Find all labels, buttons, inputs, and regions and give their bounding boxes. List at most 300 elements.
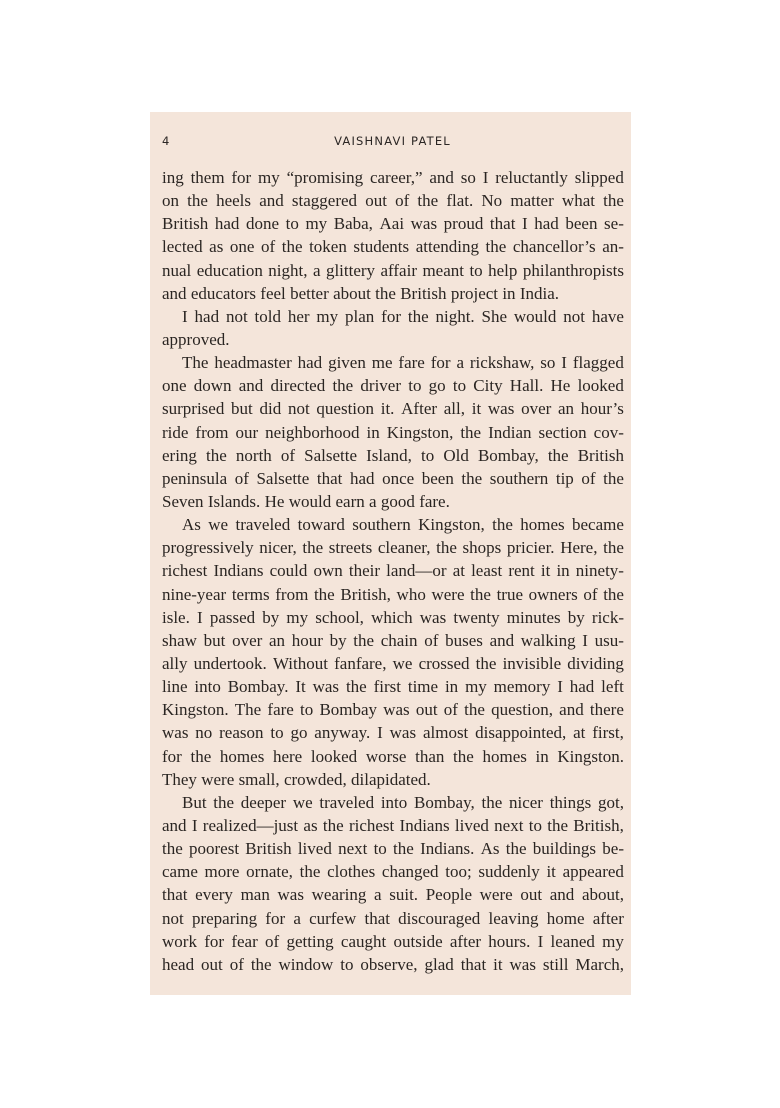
word: traveled bbox=[235, 515, 291, 535]
word: No bbox=[481, 191, 503, 211]
word: suddenly bbox=[478, 862, 540, 882]
word: shops bbox=[462, 538, 502, 558]
text-line bbox=[162, 629, 624, 652]
word: over bbox=[521, 399, 552, 419]
word: all, bbox=[443, 399, 465, 419]
word: was bbox=[383, 700, 410, 720]
word: pricier. bbox=[506, 538, 555, 558]
word: Kingston. bbox=[162, 700, 229, 720]
word: feel bbox=[260, 283, 286, 303]
word: into bbox=[380, 792, 408, 812]
word: to bbox=[340, 954, 354, 974]
word: dividing bbox=[567, 653, 624, 673]
word: that bbox=[489, 214, 516, 234]
word: hours. bbox=[488, 931, 531, 951]
word: a bbox=[293, 908, 301, 928]
word: of bbox=[261, 237, 276, 257]
word: after bbox=[449, 931, 482, 951]
word: driver bbox=[360, 376, 402, 396]
text-line bbox=[162, 837, 624, 860]
word: attending bbox=[415, 237, 479, 257]
word: of bbox=[280, 445, 296, 465]
word: go bbox=[290, 723, 308, 743]
word: to bbox=[300, 700, 314, 720]
word: Here, bbox=[560, 538, 598, 558]
word: changed bbox=[381, 862, 439, 882]
word: an bbox=[268, 630, 286, 650]
word: homes bbox=[482, 746, 527, 766]
word: They bbox=[162, 769, 197, 789]
word: had bbox=[297, 353, 323, 373]
word: Aai bbox=[379, 214, 405, 234]
word: section bbox=[538, 422, 587, 442]
word: realized—just bbox=[202, 815, 299, 835]
word: The bbox=[182, 353, 209, 373]
word: an- bbox=[602, 237, 624, 257]
word: headmaster bbox=[214, 353, 292, 373]
word: not bbox=[287, 399, 310, 419]
word: my bbox=[305, 214, 328, 234]
word: tip bbox=[555, 468, 574, 488]
word: and bbox=[489, 630, 515, 650]
word: southern bbox=[489, 468, 549, 488]
word: we bbox=[392, 653, 413, 673]
word: invisible bbox=[502, 653, 562, 673]
word: been bbox=[565, 214, 598, 234]
word: suit. bbox=[389, 885, 419, 905]
word: of bbox=[229, 954, 244, 974]
word: crowded, bbox=[283, 769, 347, 789]
word: the bbox=[505, 839, 527, 859]
word: did bbox=[259, 399, 282, 419]
word: Without bbox=[272, 653, 328, 673]
book-page bbox=[150, 112, 631, 995]
word: became bbox=[572, 515, 624, 535]
word: minutes bbox=[506, 607, 561, 627]
word: glad bbox=[424, 954, 454, 974]
word: and bbox=[429, 168, 454, 187]
word: next bbox=[338, 839, 368, 859]
word: out bbox=[520, 885, 543, 905]
word: terms bbox=[231, 584, 270, 604]
word: British bbox=[245, 839, 292, 859]
word: that bbox=[316, 468, 343, 488]
word: once bbox=[382, 468, 415, 488]
word: could bbox=[269, 561, 308, 581]
word: India. bbox=[519, 283, 560, 303]
word: March, bbox=[575, 954, 624, 974]
word: least bbox=[471, 561, 503, 581]
word: rent bbox=[508, 561, 535, 581]
word: my bbox=[316, 306, 339, 326]
word: been bbox=[421, 468, 454, 488]
word: of bbox=[234, 468, 249, 488]
word: project bbox=[450, 283, 499, 303]
word: an bbox=[558, 399, 575, 419]
word: British bbox=[162, 214, 209, 234]
word: anyway. bbox=[314, 723, 371, 743]
word: token bbox=[309, 237, 347, 257]
word: the bbox=[213, 792, 235, 812]
word: leaving bbox=[488, 908, 539, 928]
word: and bbox=[259, 191, 284, 211]
word: night, bbox=[268, 260, 308, 280]
word: man bbox=[240, 885, 270, 905]
word: students bbox=[353, 237, 410, 257]
word: the bbox=[485, 237, 507, 257]
word: matter bbox=[510, 191, 554, 211]
word: to bbox=[285, 214, 299, 234]
word: crossed bbox=[418, 653, 470, 673]
text-line bbox=[162, 606, 624, 629]
word: ninety- bbox=[575, 561, 624, 581]
word: nual bbox=[162, 260, 192, 280]
word: Bombay, bbox=[477, 445, 539, 465]
word: for bbox=[430, 353, 451, 373]
word: not bbox=[563, 306, 585, 326]
word: true bbox=[496, 584, 523, 604]
word: it bbox=[471, 399, 482, 419]
word: who bbox=[396, 584, 426, 604]
word: the bbox=[353, 630, 375, 650]
word: the bbox=[603, 538, 624, 558]
word: had bbox=[214, 214, 240, 234]
word: the bbox=[481, 792, 503, 812]
word: I bbox=[182, 306, 188, 326]
word: He bbox=[550, 376, 571, 396]
word: British bbox=[400, 283, 447, 303]
text-line bbox=[162, 721, 624, 744]
word: was bbox=[487, 399, 515, 419]
word: out bbox=[415, 700, 438, 720]
word: the bbox=[603, 584, 624, 604]
word: buildings bbox=[532, 839, 597, 859]
word: I bbox=[561, 353, 567, 373]
word: of bbox=[395, 191, 410, 211]
word: flat. bbox=[446, 191, 474, 211]
word: The bbox=[234, 700, 262, 720]
word: looked bbox=[310, 746, 358, 766]
text-line bbox=[162, 675, 624, 698]
word: disappointed, bbox=[475, 723, 567, 743]
word: as bbox=[303, 815, 318, 835]
word: for bbox=[162, 746, 182, 766]
word: Island, bbox=[366, 445, 412, 465]
text-line bbox=[162, 282, 624, 305]
word: home bbox=[546, 908, 585, 928]
word: glittery bbox=[325, 260, 376, 280]
word: As bbox=[182, 515, 201, 535]
word: educators bbox=[190, 283, 256, 303]
word: which bbox=[371, 607, 413, 627]
text-line bbox=[162, 189, 624, 212]
word: lected bbox=[162, 237, 203, 257]
word: chancellor’s bbox=[512, 237, 596, 257]
word: after bbox=[592, 908, 624, 928]
word: my bbox=[465, 677, 487, 697]
text-line bbox=[162, 166, 624, 189]
word: but bbox=[203, 630, 226, 650]
word: for bbox=[381, 306, 401, 326]
word: line bbox=[162, 677, 188, 697]
word: was bbox=[509, 954, 536, 974]
word: was bbox=[410, 214, 438, 234]
word: I bbox=[191, 815, 198, 835]
word: passed bbox=[209, 607, 256, 627]
word: appeared bbox=[562, 862, 624, 882]
word: in bbox=[556, 561, 570, 581]
word: career,” bbox=[369, 168, 423, 187]
word: the bbox=[603, 468, 624, 488]
word: out bbox=[365, 191, 387, 211]
text-line bbox=[162, 259, 624, 282]
word: question bbox=[316, 399, 375, 419]
word: into bbox=[194, 677, 221, 697]
word: People bbox=[425, 885, 472, 905]
word: work bbox=[162, 931, 197, 951]
word: I bbox=[377, 723, 383, 743]
word: surprised bbox=[162, 399, 225, 419]
word: than bbox=[415, 746, 445, 766]
word: better bbox=[290, 283, 329, 303]
word: worse bbox=[365, 746, 407, 766]
word: meant bbox=[422, 260, 464, 280]
word: so bbox=[460, 168, 476, 187]
word: of bbox=[424, 630, 439, 650]
word: down bbox=[193, 376, 232, 396]
word: owners bbox=[528, 584, 578, 604]
word: British, bbox=[340, 584, 391, 604]
word: to bbox=[408, 376, 422, 396]
word: the bbox=[332, 376, 354, 396]
word: were bbox=[431, 584, 465, 604]
word: As bbox=[480, 839, 500, 859]
word: at bbox=[573, 723, 586, 743]
word: came bbox=[162, 862, 198, 882]
word: what bbox=[561, 191, 595, 211]
word: to bbox=[270, 723, 284, 743]
word: would bbox=[513, 306, 557, 326]
word: of bbox=[583, 584, 598, 604]
word: lived bbox=[454, 815, 489, 835]
word: peninsula bbox=[162, 468, 228, 488]
word: one bbox=[162, 376, 187, 396]
word: slipped bbox=[574, 168, 624, 187]
word: ride bbox=[162, 422, 189, 442]
word: in bbox=[444, 677, 459, 697]
page-number: 4 bbox=[162, 134, 170, 148]
word: had bbox=[194, 306, 220, 326]
word: dilapidated. bbox=[351, 769, 431, 789]
text-line bbox=[162, 768, 624, 791]
word: richest bbox=[162, 561, 208, 581]
word: not bbox=[162, 908, 184, 928]
word: more bbox=[204, 862, 240, 882]
word: her bbox=[287, 306, 310, 326]
text-line bbox=[162, 536, 624, 559]
word: Indian bbox=[488, 422, 532, 442]
body-text bbox=[162, 166, 624, 976]
word: too; bbox=[445, 862, 472, 882]
word: the bbox=[453, 746, 474, 766]
word: fear bbox=[231, 931, 258, 951]
word: the bbox=[547, 815, 569, 835]
word: Kingston. bbox=[557, 746, 624, 766]
word: Baba, bbox=[333, 214, 373, 234]
word: Bombay bbox=[319, 700, 378, 720]
word: cov- bbox=[593, 422, 624, 442]
text-line bbox=[162, 467, 624, 490]
word: the bbox=[475, 653, 497, 673]
word: the bbox=[417, 191, 439, 211]
word: in bbox=[366, 422, 380, 442]
text-line bbox=[162, 235, 624, 258]
word: done bbox=[246, 214, 280, 234]
word: the bbox=[345, 677, 367, 697]
word: the bbox=[302, 538, 324, 558]
word: as bbox=[209, 237, 224, 257]
word: ally bbox=[162, 653, 188, 673]
word: wearing bbox=[311, 885, 367, 905]
word: and bbox=[162, 815, 187, 835]
word: But bbox=[182, 792, 207, 812]
word: the bbox=[461, 468, 483, 488]
word: no bbox=[195, 723, 213, 743]
word: curfew bbox=[309, 908, 357, 928]
word: north bbox=[235, 445, 272, 465]
word: nicer, bbox=[259, 538, 297, 558]
word: homes bbox=[219, 746, 265, 766]
word: ering bbox=[162, 445, 197, 465]
word: usu- bbox=[594, 630, 624, 650]
word: small, bbox=[238, 769, 280, 789]
word: heels bbox=[216, 191, 252, 211]
word: by bbox=[262, 607, 280, 627]
word: chain bbox=[380, 630, 418, 650]
word: school, bbox=[315, 607, 364, 627]
word: the bbox=[250, 954, 272, 974]
text-line bbox=[162, 745, 624, 768]
text-line bbox=[162, 351, 624, 374]
word: reluctantly bbox=[495, 168, 568, 187]
text-line bbox=[162, 860, 624, 883]
word: for bbox=[204, 931, 225, 951]
word: one bbox=[229, 237, 255, 257]
text-line bbox=[162, 583, 624, 606]
word: ornate, bbox=[246, 862, 293, 882]
word: Indians bbox=[399, 815, 450, 835]
word: undertook. bbox=[193, 653, 267, 673]
word: hour bbox=[291, 630, 323, 650]
word: preparing bbox=[191, 908, 258, 928]
word: education bbox=[196, 260, 263, 280]
text-line bbox=[162, 559, 624, 582]
word: I bbox=[557, 677, 563, 697]
word: cleaner, bbox=[377, 538, 431, 558]
text-line bbox=[162, 444, 624, 467]
word: first, bbox=[592, 723, 624, 743]
word: left bbox=[601, 677, 624, 697]
word: neighborhood bbox=[265, 422, 360, 442]
word: and bbox=[162, 283, 187, 303]
word: isle. bbox=[162, 607, 190, 627]
word: at bbox=[452, 561, 465, 581]
page-header bbox=[162, 134, 623, 150]
word: their bbox=[348, 561, 381, 581]
word: I bbox=[582, 630, 588, 650]
word: it bbox=[493, 954, 503, 974]
word: it bbox=[540, 561, 551, 581]
word: nine-year bbox=[162, 584, 227, 604]
word: but bbox=[231, 399, 253, 419]
word: a bbox=[374, 885, 382, 905]
text-line bbox=[162, 305, 624, 328]
word: to bbox=[452, 376, 467, 396]
word: was bbox=[389, 723, 417, 743]
word: be- bbox=[602, 839, 624, 859]
word: the bbox=[281, 237, 303, 257]
word: reason bbox=[219, 723, 264, 743]
word: City bbox=[473, 376, 503, 396]
word: the bbox=[492, 515, 513, 535]
text-line bbox=[162, 397, 624, 420]
word: from bbox=[195, 422, 229, 442]
word: looked bbox=[577, 376, 624, 396]
word: had bbox=[349, 468, 375, 488]
word: Kingston, bbox=[386, 422, 454, 442]
word: would bbox=[288, 491, 332, 511]
word: She bbox=[481, 306, 508, 326]
word: approved. bbox=[162, 329, 230, 349]
text-line bbox=[162, 513, 624, 536]
word: time bbox=[407, 677, 439, 697]
word: Seven bbox=[162, 491, 204, 511]
word: the bbox=[299, 862, 321, 882]
text-line bbox=[162, 814, 624, 837]
word: head bbox=[162, 954, 195, 974]
word: a bbox=[312, 260, 321, 280]
word: were bbox=[479, 885, 513, 905]
word: Kingston, bbox=[418, 515, 485, 535]
word: the bbox=[393, 839, 414, 859]
word: I bbox=[537, 931, 544, 951]
word: buses bbox=[445, 630, 483, 650]
word: outside bbox=[393, 931, 443, 951]
word: nicer bbox=[508, 792, 543, 812]
word: our bbox=[235, 422, 259, 442]
word: twenty bbox=[453, 607, 500, 627]
text-line bbox=[162, 652, 624, 675]
word: traveled bbox=[319, 792, 375, 812]
word: shaw bbox=[162, 630, 197, 650]
word: were bbox=[201, 769, 235, 789]
word: in bbox=[535, 746, 549, 766]
word: from bbox=[275, 584, 309, 604]
word: the bbox=[162, 839, 183, 859]
word: about, bbox=[581, 885, 624, 905]
word: land—or bbox=[386, 561, 447, 581]
word: fare bbox=[267, 700, 294, 720]
word: “promising bbox=[286, 168, 364, 187]
word: about bbox=[333, 283, 371, 303]
word: Indians. bbox=[420, 839, 475, 859]
word: hour’s bbox=[580, 399, 624, 419]
word: good bbox=[380, 491, 415, 511]
word: and bbox=[238, 376, 264, 396]
word: staggered bbox=[291, 191, 358, 211]
word: fanfare, bbox=[334, 653, 387, 673]
word: streets bbox=[328, 538, 373, 558]
